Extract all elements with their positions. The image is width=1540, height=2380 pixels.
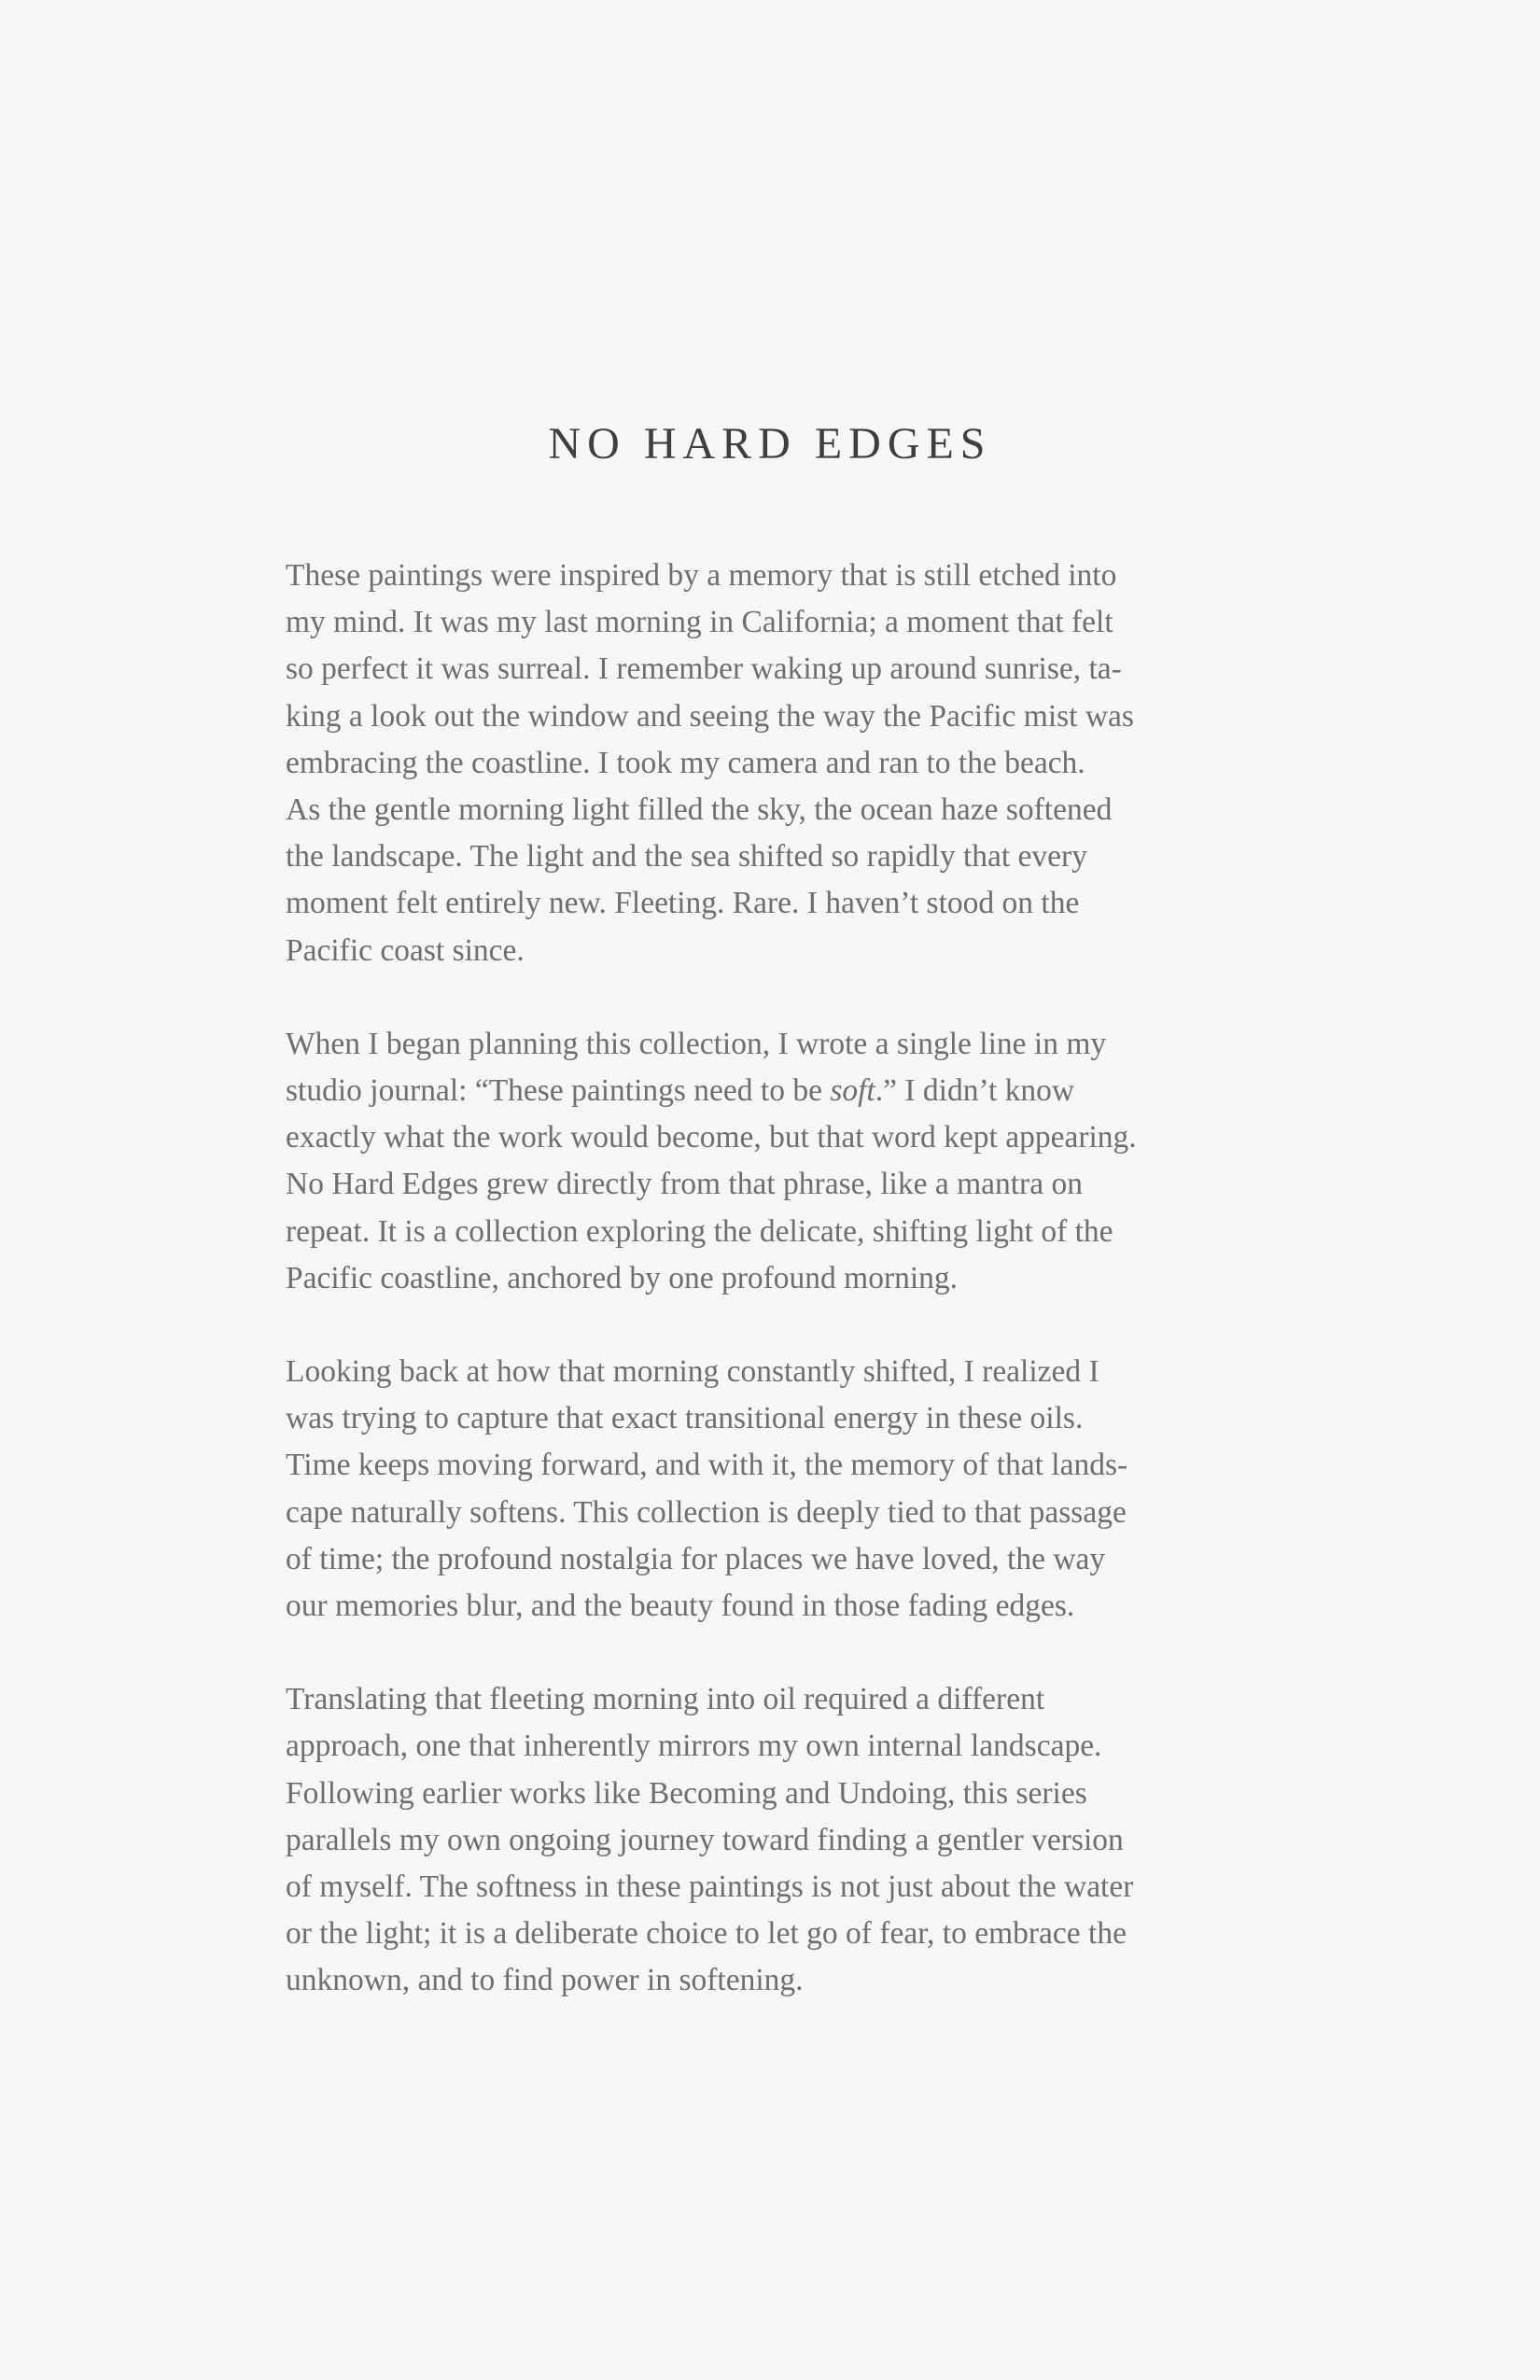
body-text <box>286 553 1256 2005</box>
text-line: moment felt entirely new. Fleeting. Rare. I haven’t stood on the <box>286 886 1080 921</box>
paragraph-1 <box>286 553 1256 974</box>
text-line: embracing the coastline. I took my camera and ran to the beach. <box>286 745 1085 780</box>
text-line: was trying to capture that exact transitional energy in these oils. <box>286 1401 1084 1436</box>
text-line: of time; the profound nostalgia for places we have loved, the way <box>286 1541 1106 1576</box>
text-line: the landscape. The light and the sea shifted so rapidly that every <box>286 839 1087 875</box>
text-line: my mind. It was my last morning in California; a moment that felt <box>286 605 1113 640</box>
text-line-with-italic <box>286 1068 1256 1114</box>
text-line: so perfect it was surreal. I remember waking up around sunrise, ta- <box>286 651 1122 687</box>
text-segment: .” I didn’t know <box>875 1073 1075 1109</box>
text-line: These paintings were inspired by a memory that is still etched into <box>286 558 1117 593</box>
text-line: Following earlier works like Becoming and Undoing, this series <box>286 1775 1087 1811</box>
text-line: Time keeps moving forward, and with it, the memory of that lands- <box>286 1448 1128 1483</box>
text-segment: studio journal: “These paintings need to be <box>286 1073 831 1109</box>
text-line: of myself. The softness in these paintings is not just about the water <box>286 1869 1134 1905</box>
paragraph-3 <box>286 1349 1256 1630</box>
italic-word: soft <box>830 1073 875 1109</box>
text-line: parallels my own ongoing journey toward finding a gentler version <box>286 1822 1124 1857</box>
paragraph-2 <box>286 1021 1256 1302</box>
text-line: king a look out the window and seeing the way the Pacific mist was <box>286 698 1134 734</box>
text-line: our memories blur, and the beauty found in those fading edges. <box>286 1589 1075 1624</box>
text-line: When I began planning this collection, I wrote a single line in my <box>286 1026 1107 1061</box>
text-line: Looking back at how that morning constantly shifted, I realized I <box>286 1354 1099 1390</box>
text-line: Pacific coast since. <box>286 932 525 968</box>
paragraph-4 <box>286 1676 1256 2004</box>
text-line: approach, one that inherently mirrors my own internal landscape. <box>286 1729 1102 1764</box>
text-line: Pacific coastline, anchored by one profound morning. <box>286 1260 959 1295</box>
page-title: NO HARD EDGES <box>548 419 992 469</box>
text-line: or the light; it is a deliberate choice to let go of fear, to embrace the <box>286 1916 1127 1952</box>
text-line: cape naturally softens. This collection is deeply tied to that passage <box>286 1494 1127 1530</box>
text-line: Translating that fleeting morning into oil required a different <box>286 1682 1045 1717</box>
text-line: exactly what the work would become, but that word kept appearing. <box>286 1120 1137 1155</box>
text-line: repeat. It is a collection exploring the delicate, shifting light of the <box>286 1213 1113 1249</box>
text-line: As the gentle morning light filled the sky, the ocean haze softened <box>286 792 1113 828</box>
text-line: unknown, and to find power in softening. <box>286 1963 804 1998</box>
text-line: No Hard Edges grew directly from that phrase, like a mantra on <box>286 1167 1083 1202</box>
